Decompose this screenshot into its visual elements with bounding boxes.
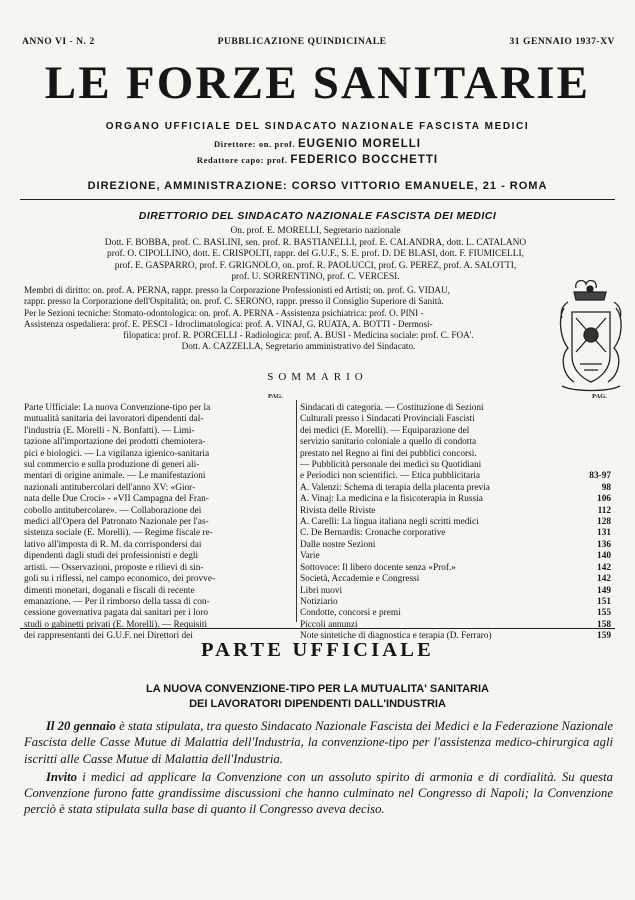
paragraph-text: è stata stipulata, tra questo Sindacato Nazionale Fascista dei Medici e la Federazione Nazionale Fascista delle Casse Mutue di Malattia dell'Industria, la convenzione-tipo per l'assistenza medico-chirurgica agli iscritti alle Casse Mutue di Malattia dell'Industria. [24, 719, 614, 766]
issue-number: ANNO VI - N. 2 [22, 36, 95, 47]
rights-line: filopatica: prof. R. PORCELLI - Radiologica: prof. A. BUSI - Medicina sociale: prof. C. FOA'. [123, 330, 474, 341]
issue-date: 31 GENNAIO 1937-XV [509, 36, 615, 47]
editor-label: Redattore capo: [196, 155, 265, 165]
publication-frequency: PUBBLICAZIONE QUINDICINALE [217, 36, 387, 47]
rights-line: Per le Sezioni tecniche: Stomato-odontologica: on. prof. A. PERNA - Assistenza psichiatrica: prof. O. PINI - [24, 307, 424, 318]
entry-page: 136 [597, 539, 611, 550]
sommario-line: cobollo antitubercolare». — Collaborazione dei [24, 505, 202, 516]
sommario-line: Parte Ufficiale: La nuova Convenzione-tipo per la [24, 403, 211, 413]
director-prefix: on. prof. [258, 139, 296, 149]
sommario-line: artisti. — Osservazioni, proposte e rilievi di sin- [24, 562, 204, 573]
sommario-line: sistenza sociale (E. Morelli). — Regime fiscale re- [24, 528, 213, 539]
entry-title: Dalle nostre Sezioni [300, 539, 376, 550]
sommario-entry [300, 494, 611, 505]
sommario-entry [300, 540, 611, 551]
entry-title: C. De Bernardis: Cronache corporative [300, 528, 446, 539]
sommario-entry [300, 483, 611, 494]
journal-subtitle: ORGANO UFFICIALE DEL SINDACATO NAZIONALE FASCISTA MEDICI [105, 121, 530, 132]
sommario-right-column [300, 403, 611, 643]
sommario-line: tazione all'importazione dei prodotti chemiotera- [24, 437, 206, 448]
entry-title: Libri nuovi [300, 585, 343, 596]
entry-title: A. Carelli: La lingua italiana negli scritti medici [300, 517, 479, 528]
sommario-entry [300, 563, 611, 574]
sommario-line: — Pubblicità personale dei medici su Quotidiani [300, 460, 482, 471]
rights-line: rappr. presso la Corporazione dell'Ospitalità; on. prof. C. SERONO, rappr. presso il Consiglio Superiore di Sanità. [24, 296, 444, 307]
director-name: EUGENIO MORELLI [297, 138, 421, 150]
entry-page: 158 [597, 619, 611, 630]
entry-page: 149 [597, 585, 611, 596]
director-label: Direttore: [214, 139, 257, 149]
issue-header [22, 36, 615, 47]
entry-page: 83-97 [589, 471, 611, 482]
section-title: PARTE UFFICIALE [200, 639, 435, 661]
sommario-line: cessione governativa pagata dai sanitari per i loro [24, 608, 209, 619]
sommario-divider [20, 628, 615, 629]
entry-title: A. Vinaj: La medicina e la fisicoterapia in Russia [300, 494, 483, 505]
rights-line: Assistenza ospedaliera: prof. E. PESCI - Idroclimatologica: prof. A. VINAJ, G. RUATA, A. BOTTI - Dermosi- [24, 318, 433, 329]
sommario-line: nata delle Due Croci» - «VII Campagna del Fran- [24, 494, 209, 505]
sommario-line: pici e biologici. — La vigilanza igienico-sanitaria [24, 448, 210, 459]
sommario-line: dei medici (E. Morelli). — Equiparazione del [300, 425, 470, 436]
sommario-line: studi o gabinetti privati (E. Morelli). — Requisiti [24, 619, 208, 630]
member-line: Dott. F. BOBBA, prof. C. BASLINI, sen. prof. R. BASTIANELLI, prof. E. CALANDRA, dott. L. CATALANO [104, 237, 527, 248]
sommario-line: l'industria (E. Morelli - N. Bonfatti). — Limi- [24, 425, 195, 436]
sommario-line: mutualità sanitaria dei lavoratori dipendenti dal- [24, 414, 204, 425]
sommario-heading: SOMMARIO [267, 371, 368, 383]
page-column-label: PAG. [592, 393, 607, 400]
editor-line [20, 154, 615, 166]
paragraph-text: i medici ad applicare la Convenzione con un assoluto spirito di armonia e di cordialità. Su questa Convenzione furono fatte grandissime discussioni che hanno culminato nel Congresso di Napoli; la Convenzione perciò è stata stipulata sulla base di quanto il Congresso aveva deciso. [24, 769, 613, 817]
sommario-entry [300, 608, 611, 619]
entry-title: Condotte, concorsi e premi [300, 608, 401, 619]
sommario-entry [300, 517, 611, 528]
entry-title: e Periodici non scientifici. — Etica pubblicitaria [300, 471, 480, 482]
sommario-line: prestato nel Regno ai fini dei pubblici concorsi. [300, 448, 477, 459]
article-paragraph [24, 718, 613, 767]
entry-page: 98 [601, 482, 611, 493]
header-divider [20, 199, 615, 200]
column-divider [296, 400, 297, 622]
member-line: prof. O. CIPOLLINO, dott. E. CRISPOLTI, rappr. del G.U.F., S. E. prof. D. DE BLASI, dott. F. FIUMICELLI, [107, 249, 524, 260]
sommario-line: medici all'Opera del Patronato Nazionale per l'as- [24, 517, 209, 528]
paragraph-lead: Il 20 gennaio [46, 719, 116, 733]
entry-page: 151 [597, 596, 611, 607]
entry-page: 159 [597, 631, 611, 642]
article-body [24, 718, 613, 820]
sommario-entry [300, 574, 611, 585]
sommario-entry [300, 586, 611, 597]
directorate-members [24, 226, 607, 284]
sommario-line: Sindacati di categoria. — Costituzione di Sezioni [300, 403, 484, 413]
entry-page: 142 [597, 574, 611, 585]
sommario-left-column [24, 403, 292, 643]
sommario-entry [300, 528, 611, 539]
entry-page: 112 [597, 505, 611, 516]
entry-title: Società, Accademie e Congressi [300, 574, 420, 585]
entry-title: Note sintetiche di diagnostica e terapia (D. Ferraro) [300, 631, 492, 642]
entry-title: Piccoli annunzi [300, 619, 358, 630]
article-title-line: DEI LAVORATORI DIPENDENTI DALL'INDUSTRIA [189, 698, 446, 710]
sommario-line: sul commercio e sulla produzione di generi ali- [24, 460, 200, 471]
sommario-line: dei rappresentanti dei G.U.F. nei Direttori dei [24, 631, 193, 642]
editor-prefix: prof. [266, 155, 288, 165]
member-line: prof. E. GASPARRO, prof. F. GRIGNOLO, on. prof. R. PAOLUCCI, prof. G. PEREZ, prof. A. SALOTTI, [114, 260, 517, 271]
sommario-line: dipendenti dagli studi dei professionisti e degli [24, 551, 199, 562]
sommario-line: lativo all'imposta di R. M. da corrispondersi dai [24, 539, 202, 550]
sommario-line: mentari di origine animale. — Le manifestazioni [24, 471, 206, 482]
entry-title: Sottovoce: Il libero docente senza «Prof.» [300, 562, 456, 573]
administrative-secretary: Dott. A. CAZZELLA, Segretario amministrativo del Sindacato. [181, 341, 416, 352]
page-column-label: PAG. [268, 393, 283, 400]
sommario-entry [300, 551, 611, 562]
administration-address: DIREZIONE, AMMINISTRAZIONE: CORSO VITTORIO EMANUELE, 21 - ROMA [87, 180, 548, 192]
sommario-line: dimenti monetari, doganali e fiscali di recente [24, 585, 195, 596]
sommario-entry [300, 620, 611, 631]
editor-name: FEDERICO BOCCHETTI [290, 154, 439, 166]
entry-page: 106 [597, 494, 611, 505]
sommario-entry [300, 597, 611, 608]
entry-title: Notiziario [300, 596, 338, 607]
director-line [20, 138, 615, 150]
entry-page: 155 [597, 608, 611, 619]
entry-title: Varie [300, 551, 320, 562]
member-line: On. prof. E. MORELLI, Segretario nazionale [230, 226, 401, 236]
entry-page: 131 [597, 528, 611, 539]
entry-title: A. Valenzi: Schema di terapia della placenta previa [300, 482, 490, 493]
rights-line: Membri di diritto: on. prof. A. PERNA, rappr. presso la Corporazione Professionisti ed Artisti; on. prof. G. VIDAU, [24, 285, 450, 295]
entry-title: Rivista delle Riviste [300, 505, 376, 516]
sommario-entry [300, 471, 611, 482]
article-paragraph [24, 769, 613, 818]
directorate-heading: DIRETTORIO DEL SINDACATO NAZIONALE FASCISTA DEI MEDICI [138, 210, 497, 222]
article-title [20, 682, 615, 712]
sommario-line: nazionali antitubercolari dell'anno XV: «Gior- [24, 482, 196, 493]
paragraph-lead: Invito [46, 769, 78, 784]
article-title-line: LA NUOVA CONVENZIONE-TIPO PER LA MUTUALITA' SANITARIA [146, 683, 489, 695]
sommario-line: servizio sanitario coloniale a quello di condotta [300, 437, 477, 448]
entry-page: 142 [597, 562, 611, 573]
sommario-entry [300, 506, 611, 517]
ex-officio-members [24, 285, 573, 353]
entry-page: 140 [597, 551, 611, 562]
sommario-line: goli su i riflessi, nel campo economico, dei provve- [24, 574, 216, 585]
sommario-line: Culturali presso i Sindacati Provinciali Fascisti [300, 414, 475, 425]
member-line: prof. U. SORRENTINO, prof. C. VERCESI. [231, 272, 400, 283]
sommario-line: emanazione. — Per il rimborso della tassa di con- [24, 596, 210, 607]
journal-title: LE FORZE SANITARIE [44, 57, 591, 109]
entry-page: 128 [597, 517, 611, 528]
